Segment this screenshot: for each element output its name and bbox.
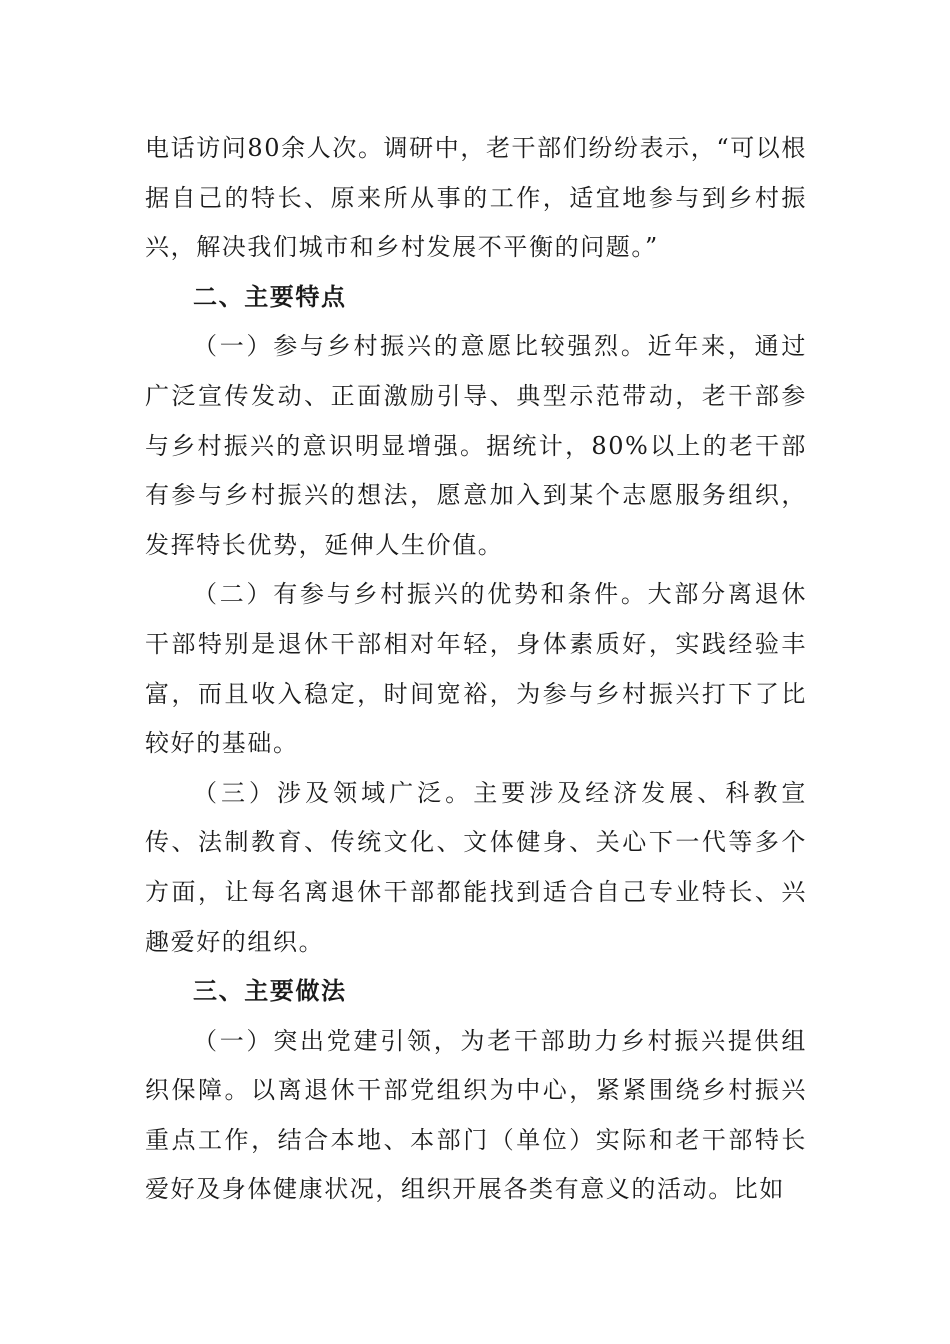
document-body (145, 124, 807, 1215)
paragraph-feature-3: （三）涉及领域广泛。主要涉及经济发展、科教宣传、法制教育、传统文化、文体健身、关心下一代等多个方面，让每名离退休干部都能找到适合自己专业特长、兴趣爱好的组织。 (145, 778, 807, 956)
section-heading-main-features: 二、主要特点 (193, 282, 347, 311)
paragraph-feature-1: （一）参与乡村振兴的意愿比较强烈。近年来，通过广泛宣传发动、正面激励引导、典型示范带动，老干部参与乡村振兴的意识明显增强。据统计，80%以上的老干部有参与乡村振兴的想法，愿意加入到某个志愿服务组织，发挥特长优势，延伸人生价值。 (145, 332, 807, 559)
section-heading-main-practices: 三、主要做法 (193, 977, 347, 1006)
paragraph-feature-2: （二）有参与乡村振兴的优势和条件。大部分离退休干部特别是退休干部相对年轻，身体素质好，实践经验丰富，而且收入稳定，时间宽裕，为参与乡村振兴打下了比较好的基础。 (145, 580, 807, 758)
paragraph-intro-continued: 电话访问80余人次。调研中，老干部们纷纷表示，“可以根据自己的特长、原来所从事的工作，适宜地参与到乡村振兴，解决我们城市和乡村发展不平衡的问题。” (145, 134, 808, 262)
paragraph-practice-1: （一）突出党建引领，为老干部助力乡村振兴提供组织保障。以离退休干部党组织为中心，紧紧围绕乡村振兴重点工作，结合本地、本部门（单位）实际和老干部特长爱好及身体健康状况，组织开展各类有意义的活动。比如 (145, 1026, 807, 1204)
